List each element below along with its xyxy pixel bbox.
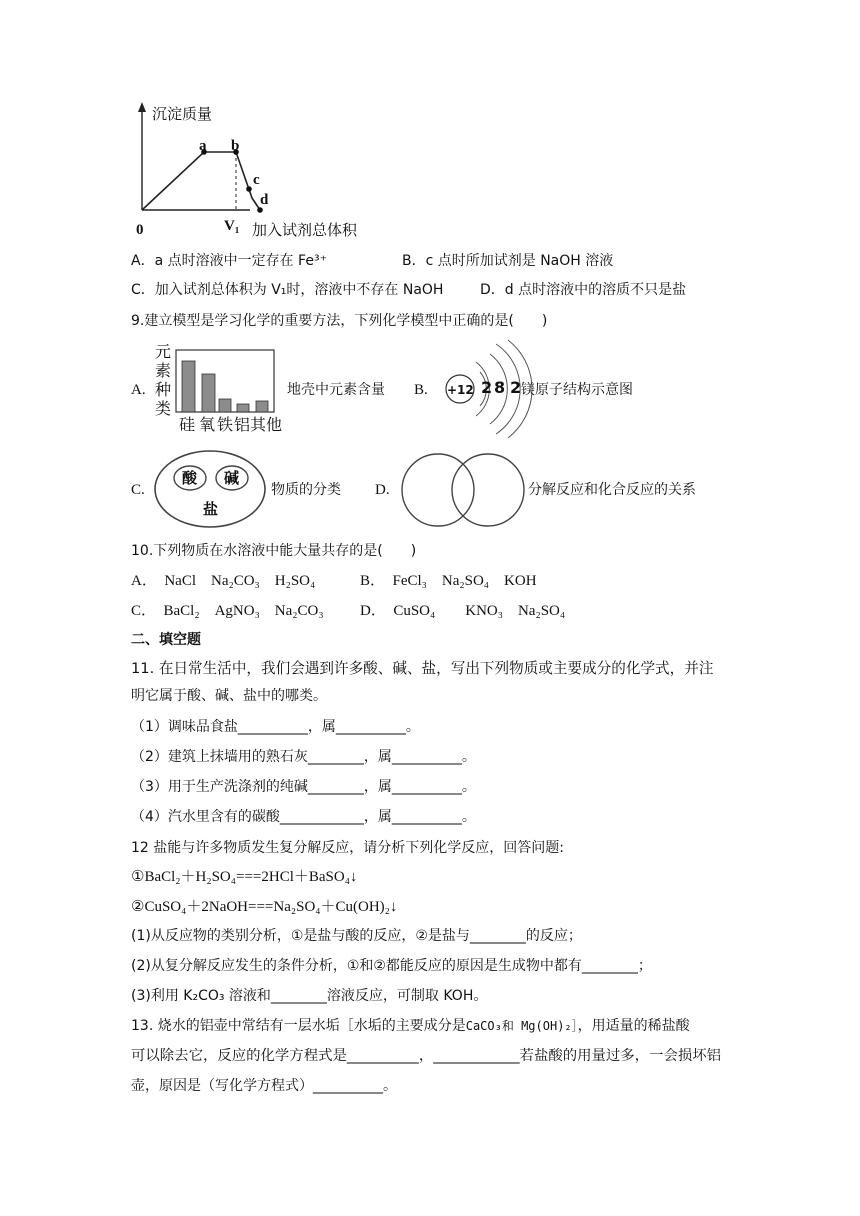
q11-item-4: （4）汽水里含有的碳酸____________，属__________。 (131, 809, 476, 825)
q8-label-d: d (260, 192, 269, 208)
q12-equation-1: ①BaCl₂＋H₂SO₄===2HCl＋BaSO₄↓ (131, 869, 358, 885)
q9-a-ylabel-2: 素 (155, 361, 172, 380)
q11-stem-line1: 11. 在日常生活中，我们会遇到许多酸、碱、盐，写出下列物质或主要成分的化学式，并注 (131, 660, 714, 677)
q13-line1-text-a: 13. 烧水的铝壶中常结有一层水垢［水垢的主要成分是 (131, 1018, 466, 1034)
bar-iron (219, 399, 231, 412)
q10-stem: 10.下列物质在水溶液中能大量共存的是( ) (131, 543, 417, 559)
q9-a-cat-2: 氧 (199, 415, 216, 434)
q11-stem-line2: 明它属于酸、碱、盐中的哪类。 (131, 688, 327, 704)
q9-a-ylabel-4: 类 (155, 399, 172, 418)
q11-item-3: （3）用于生产洗涤剂的纯碱________，属__________。 (131, 779, 476, 795)
q9-a-bar-chart (152, 344, 282, 439)
point-c (246, 186, 252, 192)
q9-a-cat-1: 硅 (179, 415, 196, 434)
q9-b-letter: B. (414, 382, 428, 398)
precipitate-curve (142, 152, 260, 210)
q9-b-nucleus: +12 (447, 383, 474, 397)
q8-precipitate-graph (120, 100, 380, 245)
q9-c-classification-diagram (152, 447, 270, 531)
bar-oxygen (202, 374, 215, 412)
q9-a-cat-5: 其他 (250, 415, 283, 434)
q12-part-1: (1)从反应物的类别分析，①是盐与酸的反应，②是盐与________的反应； (131, 928, 582, 944)
q9-a-letter: A. (131, 382, 146, 398)
q9-c-letter: C. (131, 482, 145, 498)
q11-item-1: （1）调味品食盐__________，属__________。 (131, 719, 420, 735)
q8-ylabel: 沉淀质量 (152, 105, 213, 123)
q10-option-b: B． FeCl₃ Na₂SO₄ KOH (360, 573, 537, 589)
q9-b-shell-2: 8 (494, 378, 506, 397)
q13-line1-chem: CaCO₃和 Mg(OH)₂］ (465, 1019, 578, 1033)
q9-d-svg (400, 452, 528, 528)
q9-d-caption: 分解反应和化合反应的关系 (528, 482, 696, 498)
q13-line1 (131, 1016, 690, 1036)
q8-label-b: b (231, 138, 240, 154)
q12-stem: 12 盐能与许多物质发生复分解反应，请分析下列化学反应，回答问题: (131, 840, 564, 856)
q9-c-label-base: 碱 (224, 469, 240, 487)
q9-b-shell-3: 2 (510, 378, 522, 397)
q13-line3: 壶，原因是（写化学方程式）__________。 (131, 1078, 397, 1094)
q9-c-label-salt: 盐 (203, 500, 219, 518)
q13-line2: 可以除去它，反应的化学方程式是__________，____________若盐酸的用量过多，一会损坏铝 (131, 1048, 722, 1064)
q9-c-label-acid: 酸 (182, 469, 198, 487)
q8-option-d: D．d 点时溶液中的溶质不只是盐 (480, 282, 687, 298)
q13-line1-text-b: ，用适量的稀盐酸 (577, 1018, 690, 1034)
q9-a-ylabel-3: 种 (155, 380, 172, 399)
q9-a-caption: 地壳中元素含量 (287, 382, 385, 398)
q9-a-cat-3: 铁 (217, 415, 234, 434)
q8-label-c: c (253, 172, 260, 188)
q8-option-b: B．c 点时所加试剂是 NaOH 溶液 (402, 253, 614, 269)
section-title-fill-blank: 二、填空题 (131, 632, 201, 648)
q9-stem: 9.建立模型是学习化学的重要方法，下列化学模型中正确的是( ) (131, 313, 548, 329)
bar-silicon (182, 361, 195, 412)
q9-b-shell-1: 2 (481, 378, 493, 397)
q8-label-a: a (199, 138, 207, 154)
q9-a-ylabel-1: 元 (155, 342, 172, 361)
y-axis-arrow (138, 102, 146, 112)
q8-origin: 0 (136, 222, 144, 238)
q9-b-atom-diagram (440, 336, 530, 446)
q9-b-caption: 镁原子结构示意图 (521, 382, 633, 398)
q8-option-c: C．加入试剂总体积为 V₁时，溶液中不存在 NaOH (131, 282, 444, 298)
q9-a-cat-4: 铝 (234, 415, 251, 434)
q9-d-letter: D. (375, 482, 390, 498)
q12-equation-2: ②CuSO₄＋2NaOH===Na₂SO₄＋Cu(OH)₂↓ (131, 899, 398, 915)
q9-c-caption: 物质的分类 (271, 482, 341, 498)
q8-option-a: A．a 点时溶液中一定存在 Fe³⁺ (131, 253, 327, 269)
bar-aluminum (237, 404, 249, 412)
q11-item-2: （2）建筑上抹墙用的熟石灰________，属__________。 (131, 749, 476, 765)
q10-option-a: A． NaCl Na₂CO₃ H₂SO₄ (131, 573, 316, 589)
q8-xlabel: 加入试剂总体积 (252, 221, 358, 239)
bar-other (256, 401, 268, 412)
combination-circle (452, 454, 524, 526)
q9-d-venn-diagram (400, 452, 528, 528)
q8-v1-label: V₁ (224, 218, 240, 234)
q12-part-3: (3)利用 K₂CO₃ 溶液和________溶液反应，可制取 KOH。 (131, 988, 488, 1004)
q10-option-d: D． CuSO₄ KNO₃ Na₂SO₄ (360, 603, 566, 619)
q12-part-2: (2)从复分解反应发生的条件分析，①和②都能反应的原因是生成物中都有________； (131, 958, 652, 974)
q10-option-c: C． BaCl₂ AgNO₃ Na₂CO₃ (131, 603, 324, 619)
